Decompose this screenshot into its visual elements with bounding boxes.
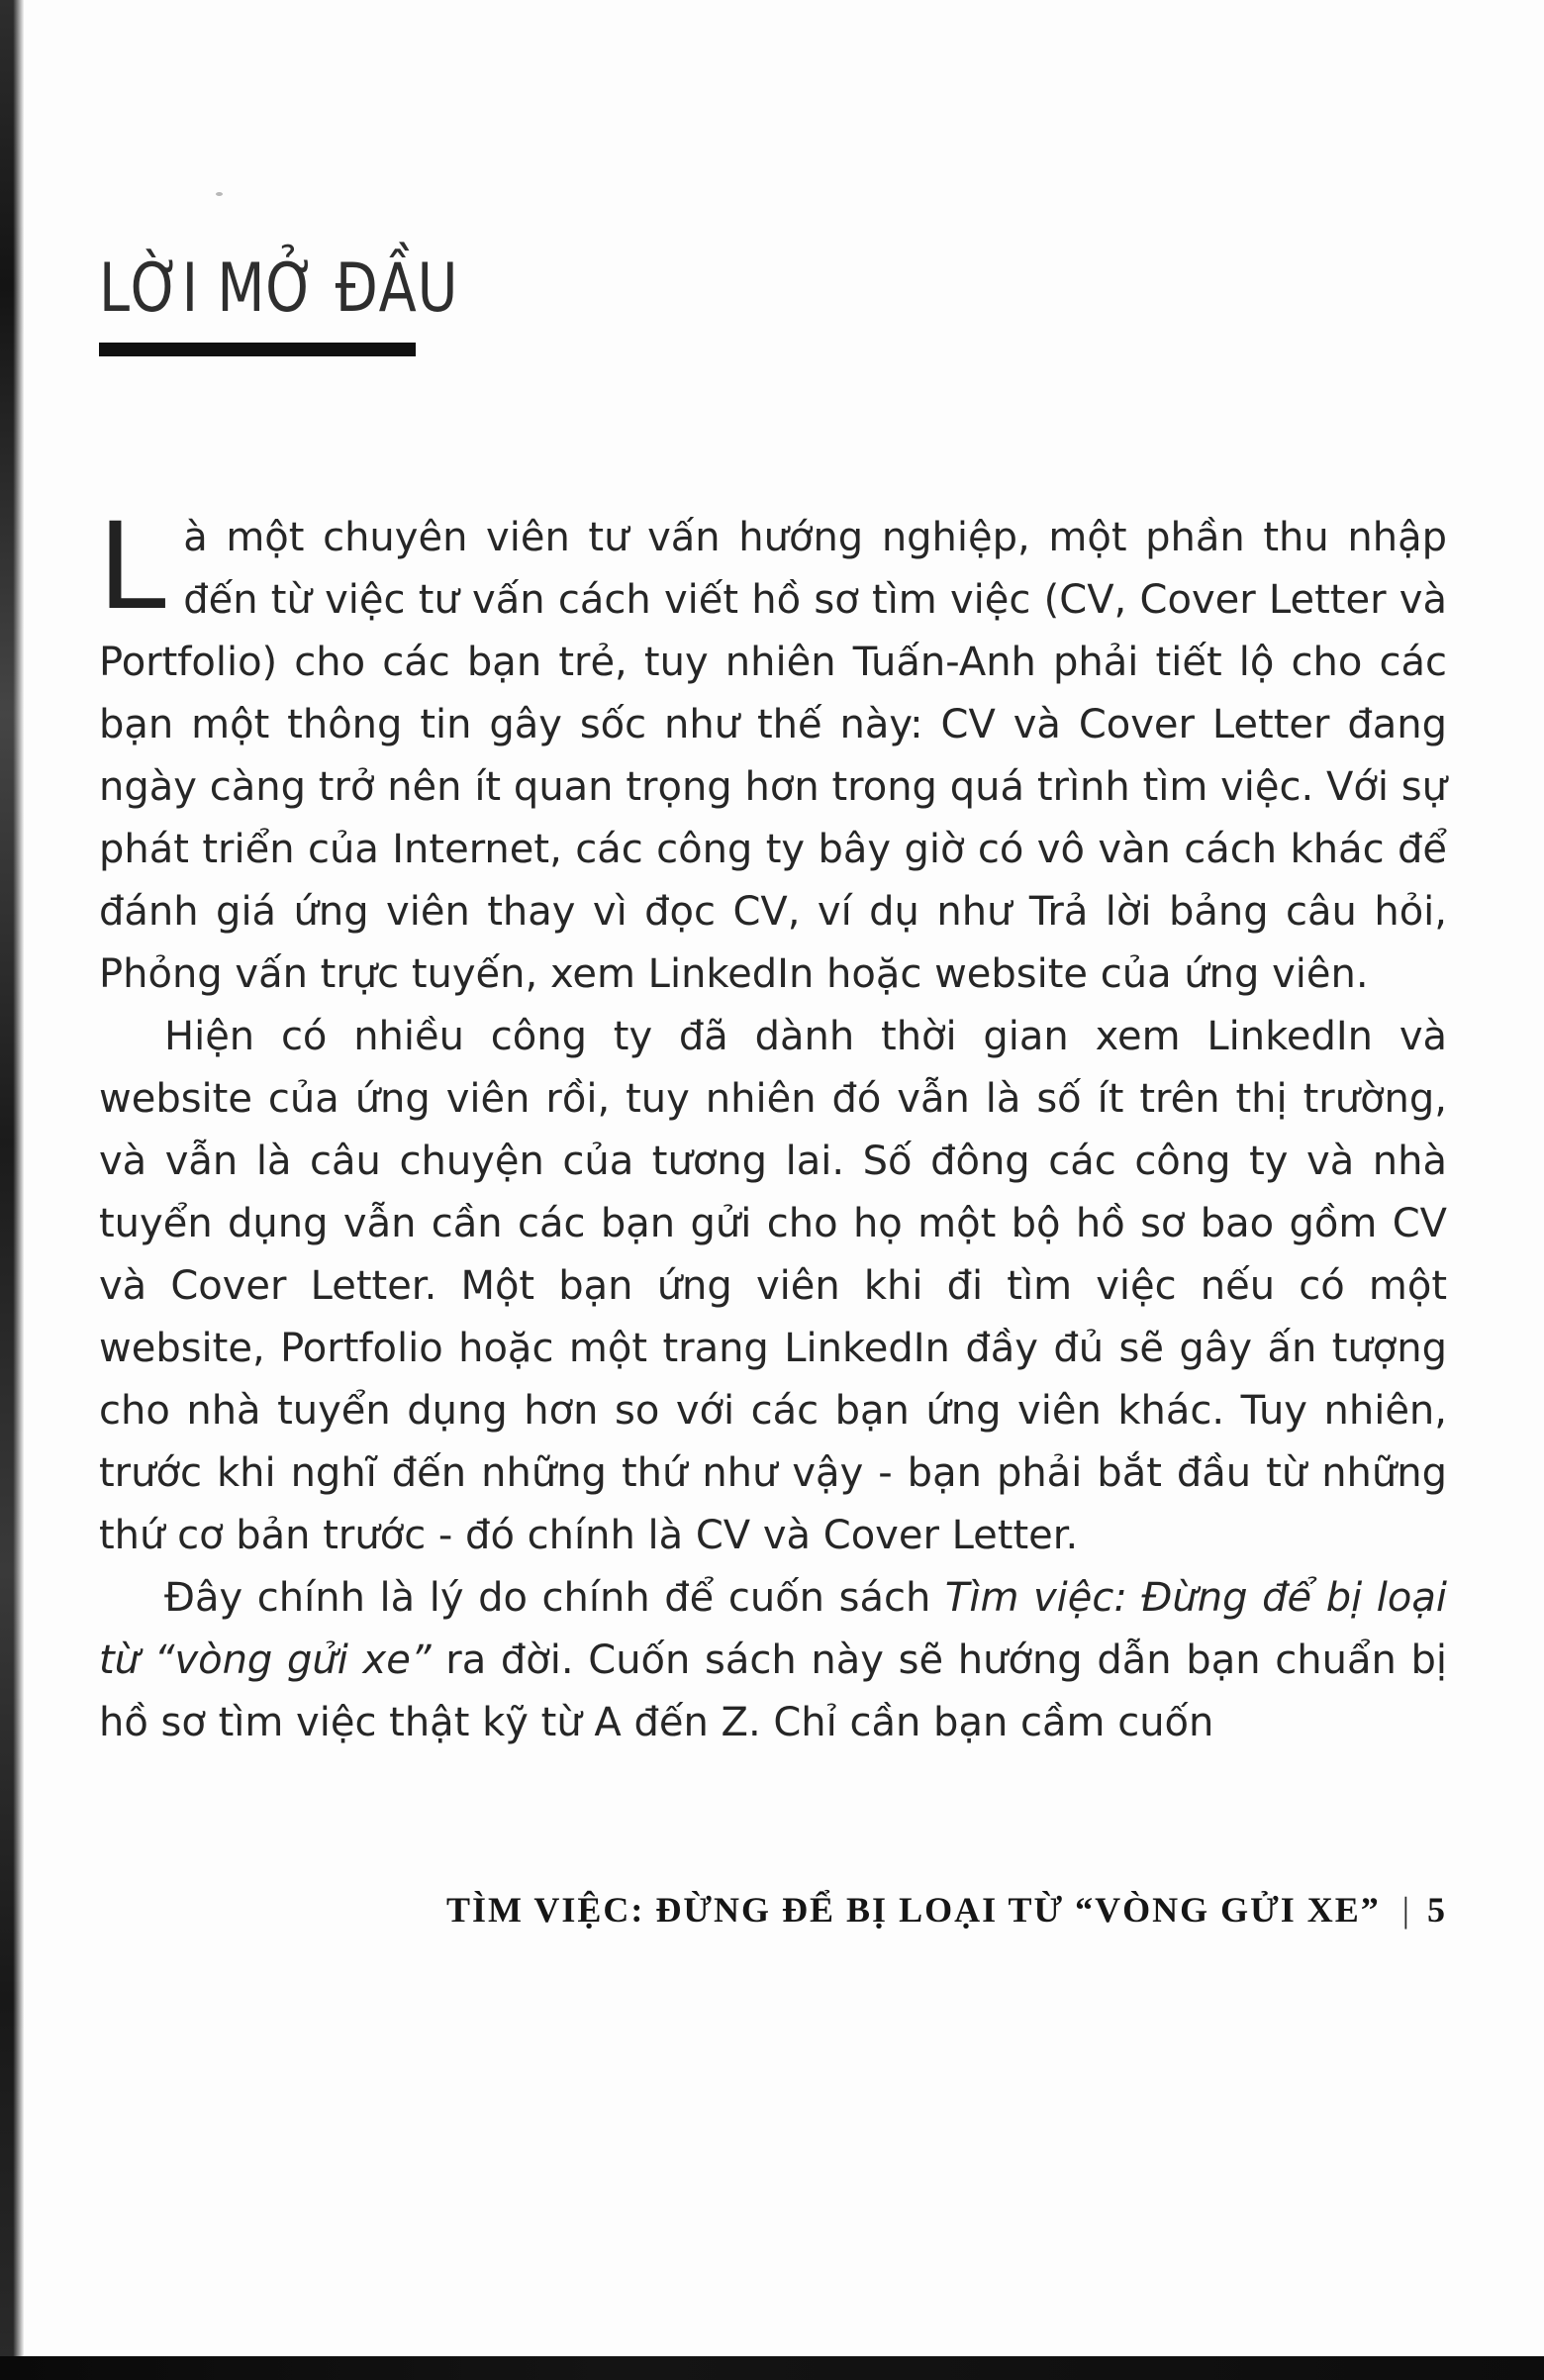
paragraph-1-text: à một chuyên viên tư vấn hướng nghiệp, một phần thu nhập đến từ việc tư vấn cách viết hồ sơ tìm việc (CV, Cover Letter và Portfolio) cho các bạn trẻ, tuy nhiên Tuấn-Anh phải tiết lộ cho các bạn một thông tin gây sốc như thế này: CV và Cover Letter đang ngày càng trở nên ít quan trọng hơn trong quá trình tìm việc. Với sự phát triển của Internet, các công ty bây giờ có vô vàn cách khác để đánh giá ứng viên thay vì đọc CV, ví dụ như Trả lời bảng câu hỏi, Phỏng vấn trực tuyến, xem LinkedIn hoặc website của ứng viên.: [99, 515, 1447, 997]
heading-underline-rule: [99, 343, 416, 356]
paragraph-3: [99, 1567, 1447, 1754]
paragraph-2: [99, 1006, 1447, 1567]
paragraph-2-text: Hiện có nhiều công ty đã dành thời gian xem LinkedIn và website của ứng viên rồi, tuy nhiên đó vẫn là số ít trên thị trường, và vẫn là câu chuyện của tương lai. Số đông các công ty và nhà tuyển dụng vẫn cần các bạn gửi cho họ một bộ hồ sơ bao gồm CV và Cover Letter. Một bạn ứng viên khi đi tìm việc nếu có một website, Portfolio hoặc một trang LinkedIn đầy đủ sẽ gây ấn tượng cho nhà tuyển dụng hơn so với các bạn ứng viên khác. Tuy nhiên, trước khi nghĩ đến những thứ như vậy - bạn phải bắt đầu từ những thứ cơ bản trước - đó chính là CV và Cover Letter.: [99, 1014, 1447, 1558]
running-footer: [99, 1889, 1447, 1931]
chapter-heading: LỜI MỞ ĐẦU: [99, 249, 459, 328]
body-text-block: [99, 494, 1447, 1754]
footer-book-title: TÌM VIỆC: ĐỪNG ĐỂ BỊ LOẠI TỪ “VÒNG GỬI XE”: [446, 1890, 1381, 1930]
paragraph-3-text-cont: ra đời. Cuốn sách này sẽ hướng dẫn bạn chuẩn bị hồ sơ tìm việc thật kỹ từ A đến Z. Chỉ cần bạn cầm cuốn: [99, 1637, 1447, 1745]
paragraph-3-text: Đây chính là lý do chính để cuốn sách: [164, 1575, 945, 1621]
scan-left-edge-shadow: [0, 0, 24, 2380]
scan-speck: [216, 192, 223, 196]
footer-separator: |: [1401, 1890, 1411, 1930]
book-title-italic: Tìm việc: Đừng để bị loại từ “vòng gửi xe”: [99, 1575, 1447, 1683]
scan-bottom-edge-shadow: [0, 2356, 1544, 2380]
footer-page-number: 5: [1427, 1890, 1447, 1930]
drop-cap: L: [99, 494, 170, 636]
paragraph-1: [99, 494, 1447, 1006]
